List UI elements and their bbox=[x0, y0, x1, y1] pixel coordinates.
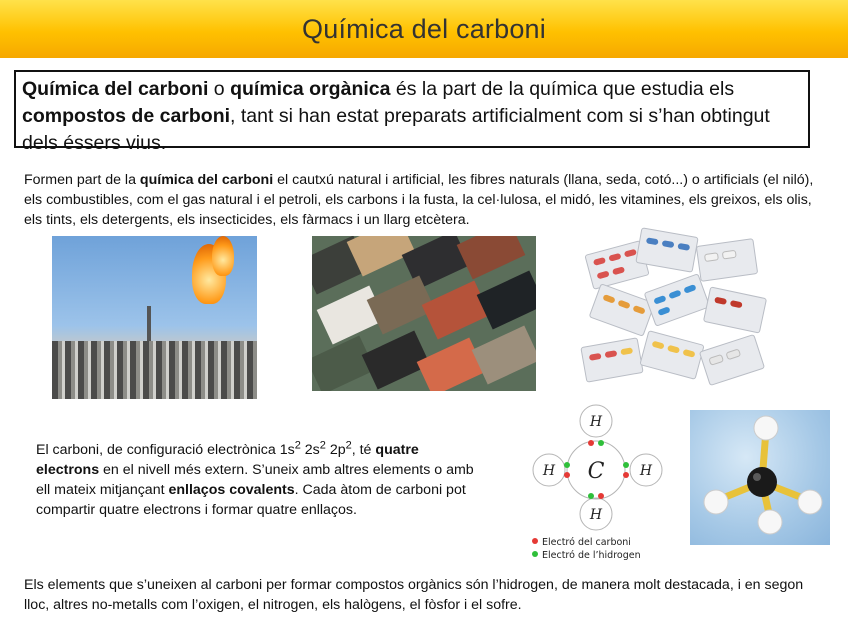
refinery-flare-photo bbox=[52, 236, 257, 399]
legend-carbon-dot bbox=[532, 538, 538, 544]
def-term-1: Química del carboni bbox=[22, 78, 209, 100]
hydrogen-symbol: H bbox=[589, 507, 603, 523]
carbon-symbol: C bbox=[587, 459, 605, 484]
sample-tile bbox=[457, 236, 526, 279]
blister-pack bbox=[699, 334, 765, 386]
intro-text: Formen part de la bbox=[24, 172, 140, 188]
slide-title: Química del carboni bbox=[302, 13, 546, 44]
refinery-structures bbox=[52, 341, 257, 399]
sample-tile bbox=[417, 338, 486, 391]
ball-stick-model bbox=[690, 410, 830, 545]
blister-pack bbox=[644, 273, 711, 327]
hydrogen-symbol: H bbox=[589, 414, 603, 430]
sample-tile bbox=[472, 326, 536, 385]
carbon-configuration-paragraph bbox=[36, 440, 476, 520]
flame-shape bbox=[212, 236, 234, 276]
legend-carbon-label: Electró del carboni bbox=[542, 537, 631, 548]
def-term-2: química orgànica bbox=[230, 78, 391, 100]
material-samples-photo bbox=[312, 236, 536, 391]
medicine-packs-photo bbox=[578, 227, 770, 397]
hydrogen-electron-dot bbox=[598, 440, 604, 446]
intro-text: el cautxú natural i artificial, les fibres naturals (llana, seda, cotó...) o artificials (el niló), els combustibles, com el gas natural i el petroli, els carbons i la fusta, la cel·lulosa, el midó, les vitamines, els greixos, els olis, els tints, els detergents, els insecticides, els fàrmacs i un llarg etcètera. bbox=[24, 172, 814, 228]
slide-header bbox=[0, 0, 848, 58]
definition-box bbox=[14, 70, 810, 154]
carbon-term: quatre electrons bbox=[36, 442, 419, 478]
def-text: , tant si han estat preparats artificialment com si s’han obtingut dels éssers vius. bbox=[22, 105, 770, 154]
intro-term: química del carboni bbox=[139, 172, 274, 188]
intro-paragraph bbox=[24, 170, 830, 230]
carbon-text: en el nivell més extern. S’uneix amb altres elements o amb ell mateix mitjançant bbox=[36, 462, 474, 498]
hydrogen-symbol: H bbox=[542, 463, 556, 479]
def-text: o bbox=[208, 78, 231, 100]
blister-pack bbox=[696, 238, 758, 282]
methane-lewis-diagram bbox=[525, 403, 675, 565]
superscript: 2 bbox=[294, 439, 301, 452]
sample-tile bbox=[422, 281, 491, 340]
carbon-text: 2p bbox=[325, 442, 346, 458]
carbon-text: . Cada àtom de carboni pot compartir quatre electrons i formar quatre enllaços. bbox=[36, 482, 466, 518]
legend-hydrogen-dot bbox=[532, 551, 538, 557]
blister-pack bbox=[580, 337, 643, 383]
sample-tile bbox=[477, 271, 536, 330]
hydrogen-electron-dot bbox=[588, 493, 594, 499]
carbon-text: , té bbox=[351, 442, 376, 458]
hydrogen-symbol: H bbox=[639, 463, 653, 479]
carbon-term: enllaços covalents bbox=[168, 482, 295, 498]
methane-3d-model-photo bbox=[690, 410, 830, 545]
footer-paragraph: Els elements que s’uneixen al carboni per formar compostos orgànics són l’hidrogen, de manera molt destacada, i en segon lloc, altres no-metalls com l’oxigen, el nitrogen, els halògens, el fòsfor i el sofre. bbox=[24, 577, 804, 613]
carbon-text: El carboni, de configuració electrònica 1s bbox=[36, 442, 295, 458]
carbon-electron-dot bbox=[564, 472, 570, 478]
legend-hydrogen-label: Electró de l’hidrogen bbox=[542, 550, 641, 561]
def-text: és la part de la química que estudia els bbox=[390, 78, 735, 100]
carbon-electron-dot bbox=[623, 472, 629, 478]
carbon-electron-dot bbox=[588, 440, 594, 446]
carbon-electron-dot bbox=[598, 493, 604, 499]
hydrogen-electron-dot bbox=[564, 462, 570, 468]
carbon-text: 2s bbox=[300, 442, 320, 458]
blister-pack bbox=[639, 330, 704, 380]
def-term-3: compostos de carboni bbox=[22, 105, 231, 127]
blister-pack bbox=[703, 286, 767, 333]
superscript: 2 bbox=[319, 439, 326, 452]
hydrogen-electron-dot bbox=[623, 462, 629, 468]
superscript: 2 bbox=[345, 439, 352, 452]
